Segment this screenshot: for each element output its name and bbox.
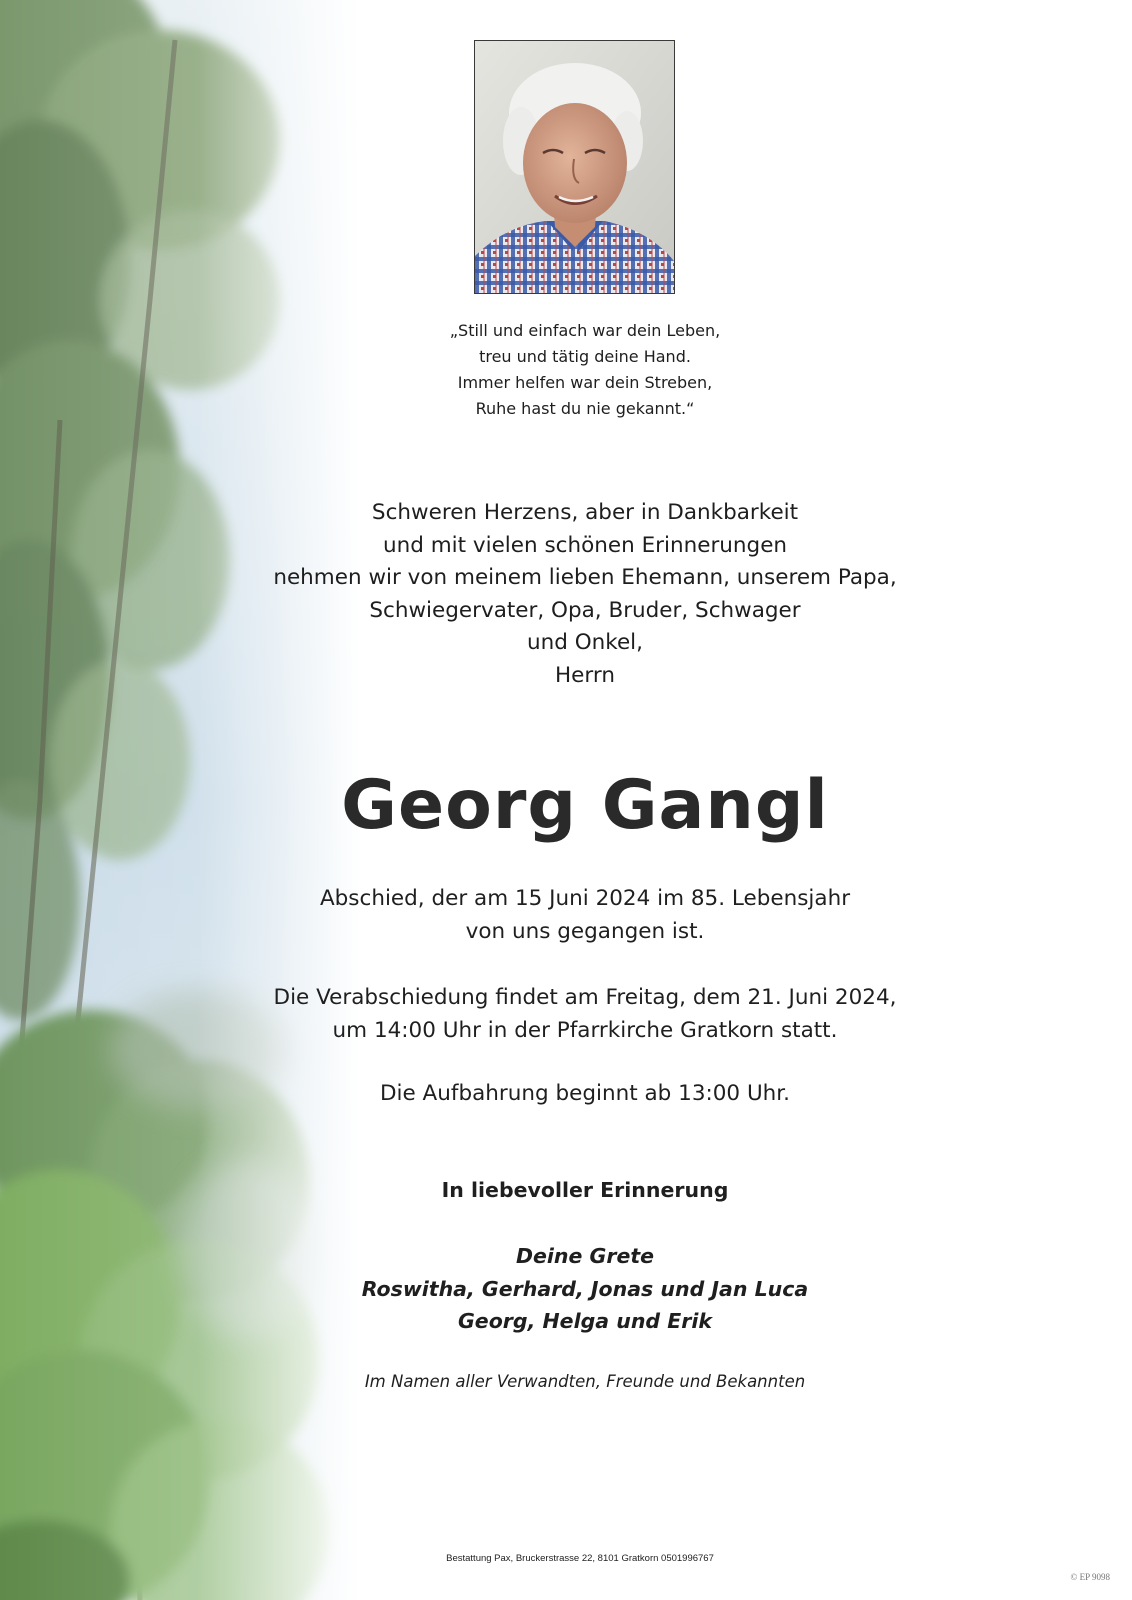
verse xyxy=(200,318,970,422)
verse-line: Immer helfen war dein Streben, xyxy=(457,373,713,392)
family-names xyxy=(200,1240,970,1338)
relatives-line: Im Namen aller Verwandten, Freunde und Bekannten xyxy=(364,1372,806,1391)
intro-line: und Onkel, xyxy=(526,630,643,655)
family-line: Deine Grete xyxy=(515,1244,655,1268)
intro-line: und mit vielen schönen Erinnerungen xyxy=(382,532,788,558)
intro-line: Herrn xyxy=(555,662,615,688)
intro-line: Schweren Herzens, aber in Dankbarkeit xyxy=(371,500,799,525)
verse-line: Ruhe hast du nie gekannt.“ xyxy=(475,399,695,418)
deceased-name: Georg Gangl xyxy=(341,766,829,845)
portrait-photo xyxy=(474,40,675,294)
farewell-line: um 14:00 Uhr in der Pfarrkirche Gratkorn statt. xyxy=(332,1017,838,1043)
verse-line: treu und tätig deine Hand. xyxy=(479,347,691,366)
death-notice-line: von uns gegangen ist. xyxy=(465,918,705,944)
family-line: Roswitha, Gerhard, Jonas und Jan Luca xyxy=(361,1276,809,1301)
farewell-details xyxy=(200,982,970,1047)
death-notice xyxy=(200,883,970,948)
intro-paragraph xyxy=(200,497,970,692)
memory-heading: In liebevoller Erinnerung xyxy=(441,1178,729,1202)
funeral-home-footer: Bestattung Pax, Bruckerstrasse 22, 8101 Gratkorn 0501996767 xyxy=(446,1553,714,1564)
death-notice-line: Abschied, der am 15 Juni 2024 im 85. Lebensjahr xyxy=(319,886,851,911)
family-line: Georg, Helga und Erik xyxy=(457,1309,713,1333)
print-code: © EP 9098 xyxy=(1070,1572,1110,1582)
verse-line: „Still und einfach war dein Leben, xyxy=(449,321,721,340)
intro-line: nehmen wir von meinem lieben Ehemann, unserem Papa, xyxy=(273,565,897,590)
intro-line: Schwiegervater, Opa, Bruder, Schwager xyxy=(369,597,801,623)
farewell-line: Die Verabschiedung findet am Freitag, dem 21. Juni 2024, xyxy=(273,985,897,1010)
viewing-time: Die Aufbahrung beginnt ab 13:00 Uhr. xyxy=(379,1081,791,1106)
